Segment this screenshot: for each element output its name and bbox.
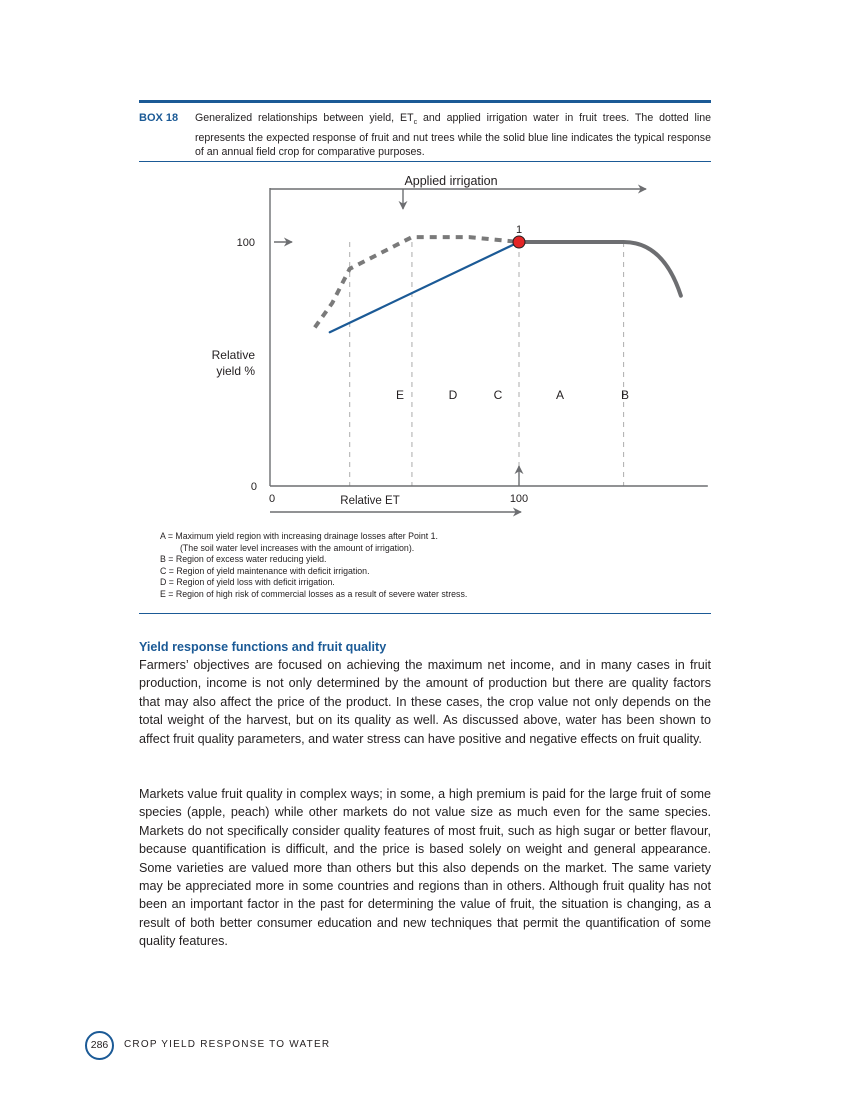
legend-item: A = Maximum yield region with increasing drainage losses after Point 1. — [160, 531, 438, 541]
y-axis-label: yield % — [216, 364, 255, 378]
legend-item: C = Region of yield maintenance with deficit irrigation. — [160, 565, 370, 576]
body-paragraph-2: Markets value fruit quality in complex ways; in some, a high premium is paid for the large fruit of some species (apple, peach) while other markets do not value size as much even for the same species. Markets do not specifically consider quality features of most fruit, such as high sugar or better flavour, because quantification is difficult, and the price is based solely on weight and general appearance. Some varieties are valued more than others but this also depends on the market. The same variety may be appreciated more in some countries and regions than in others. Although fruit quality has not been an important factor in the past for determining the value of fruit, the situation is changing, as a result of both better consumer education and new techniques that permit the quantification of some quality features. — [139, 787, 711, 949]
top-axis-label: Applied irrigation — [404, 174, 498, 188]
y-tick-label: 100 — [236, 237, 255, 249]
point-1-label: 1 — [515, 224, 523, 236]
region-label: B — [620, 388, 630, 402]
x-tick-label: 0 — [268, 493, 276, 505]
region-label: C — [493, 388, 503, 402]
x-tick-label: 100 — [509, 493, 529, 505]
field-crop-response-line — [330, 242, 519, 332]
region-label: E — [395, 388, 405, 402]
chart-legend — [160, 531, 700, 601]
section-heading: Yield response functions and fruit quality — [139, 640, 387, 654]
legend-item: D = Region of yield loss with deficit irrigation. — [160, 577, 335, 588]
caption-subscript: c — [413, 119, 418, 127]
x-axis-label: Relative ET — [340, 495, 400, 507]
box-bottom-rule — [139, 613, 711, 614]
y-axis-label: Relative — [211, 348, 255, 362]
legend-item: (The soil water level increases with the amount of irrigation). — [180, 542, 415, 553]
caption-text-end: and applied irrigation water in fruit trees. The dotted line represents the expected response of fruit and nut trees while the solid blue line indicates the typical response of an annual field crop for comparative purposes. — [195, 112, 711, 159]
region-label: A — [555, 388, 565, 402]
point-1-marker — [513, 236, 525, 248]
caption-text-start: Generalized relationships between yield, ET — [195, 112, 414, 124]
maximum-yield-line — [519, 242, 681, 296]
box-label: BOX 18 — [139, 112, 179, 124]
legend-item: E = Region of high risk of commercial losses as a result of severe water stress. — [160, 588, 468, 599]
running-title: CROP YIELD RESPONSE TO WATER — [124, 1039, 331, 1050]
legend-item: B = Region of excess water reducing yield. — [160, 554, 327, 565]
region-label: D — [448, 388, 458, 402]
fruit-tree-response-line — [315, 237, 519, 327]
body-paragraph-1: Farmers’ objectives are focused on achieving the maximum net income, and in many cases in fruit production, income is not only determined by the amount of production but there are quality factors that may also affect the price of the product. In these cases, the crop value not only depends on the total weight of the harvest, but on its quality as well. As discussed above, water has been shown to affect fruit quality parameters, and water stress can have positive and negative effects on fruit quality. — [139, 658, 711, 746]
y-tick-label: 0 — [250, 481, 257, 493]
page-number: 286 — [85, 1031, 114, 1060]
